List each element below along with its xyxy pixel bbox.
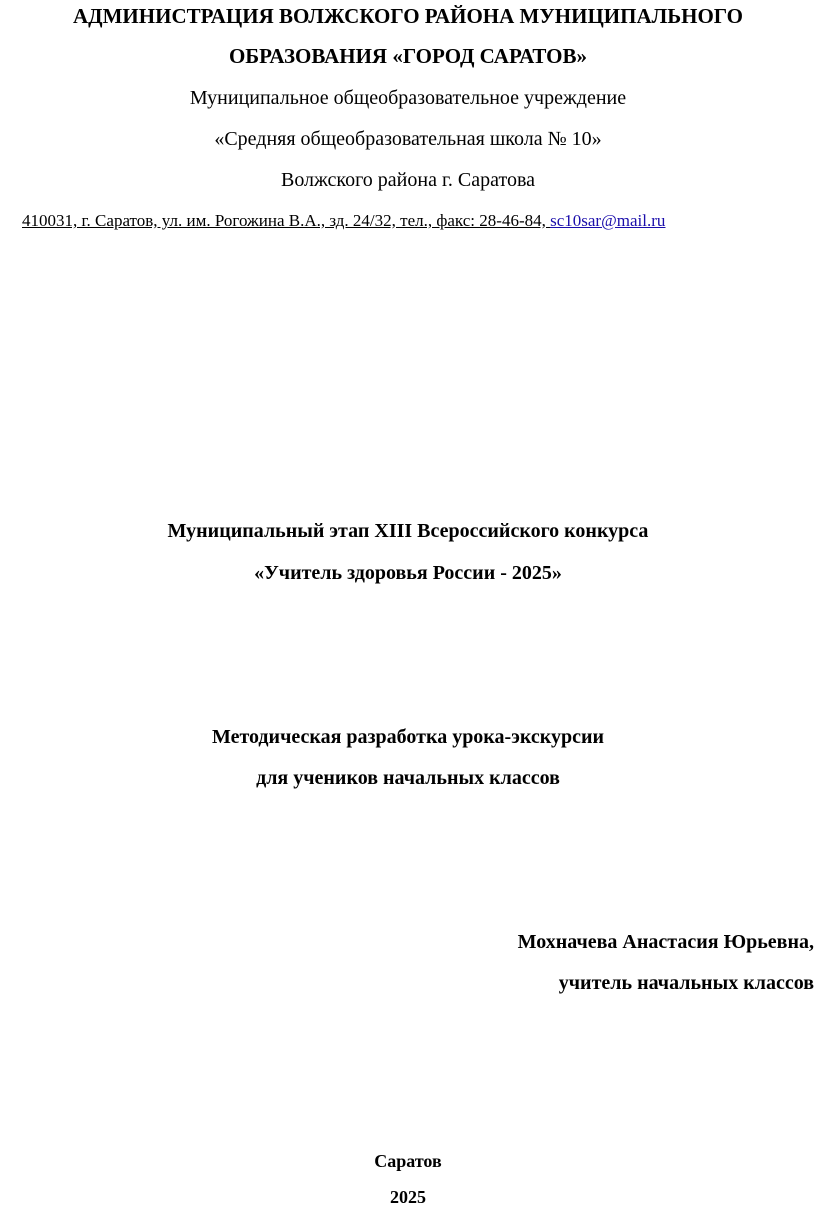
author-position: учитель начальных классов [558, 972, 814, 994]
administration-title-line-1: АДМИНИСТРАЦИЯ ВОЛЖСКОГО РАЙОНА МУНИЦИПАЛЬНОГО [73, 4, 743, 28]
contest-title-line-2: «Учитель здоровья России - 2025» [254, 562, 562, 584]
work-title-line-1: Методическая разработка урока-экскурсии [211, 726, 605, 748]
school-name-line-1: Муниципальное общеобразовательное учреждение [189, 87, 627, 109]
email-link[interactable]: sc10sar@mail.ru [550, 211, 666, 230]
author-name: Мохначева Анастасия Юрьевна, [517, 931, 814, 953]
contest-title-line-1: Муниципальный этап XIII Всероссийского конкурса [167, 520, 649, 542]
school-district-line: Волжского района г. Саратова [280, 169, 535, 191]
address-text: 410031, г. Саратов, ул. им. Рогожина В.А., зд. 24/32, тел., факс: 28-46-84, [22, 211, 551, 230]
school-address [22, 209, 665, 233]
administration-title-line-2: ОБРАЗОВАНИЯ «ГОРОД САРАТОВ» [228, 44, 588, 68]
school-name-line-2: «Средняя общеобразовательная школа № 10» [214, 128, 602, 150]
footer-year: 2025 [390, 1187, 426, 1207]
footer-city: Саратов [374, 1151, 442, 1171]
work-title-line-2: для учеников начальных классов [256, 767, 560, 789]
